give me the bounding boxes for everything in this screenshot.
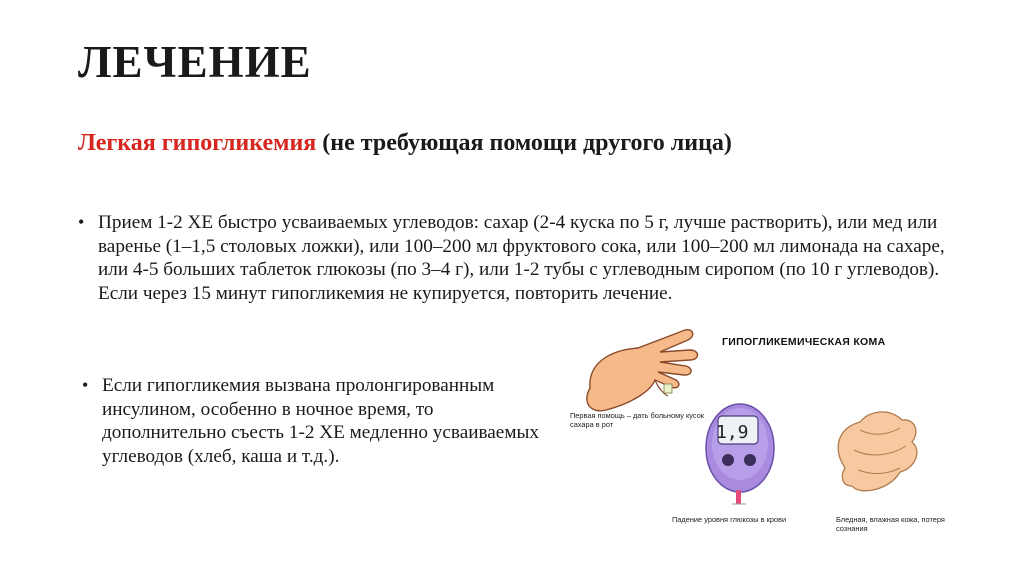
- caption-symptoms: Бледная, влажная кожа, потеря сознания: [836, 515, 945, 533]
- illustration-title: ГИПОГЛИКЕМИЧЕСКАЯ КОМА: [722, 336, 886, 348]
- bullet-text: Прием 1-2 ХЕ быстро усваиваемых углеводов: сахар (2-4 куска по 5 г, лучше растворить), или мед или варенье (1–1,5 столовых ложки), или 100–200 мл фруктового сока, или 100–200 мл лимонада на сахаре, или 4-5 больших таблеток глюкозы (по 3–4 г), или 1-2 тубы с углеводным сиропом (по 10 г углеводов). Если через 15 минут гипогликемия не купируется, повторить лечение.: [98, 212, 945, 304]
- caption-glucose-drop: Падение уровня глюкозы в крови: [672, 515, 787, 524]
- meter-reading: 1,9: [716, 422, 749, 443]
- slide-subtitle: [78, 130, 732, 157]
- bullet-dot: •: [82, 375, 89, 395]
- bullet-dot: •: [78, 212, 85, 232]
- limp-hand-icon: [838, 412, 917, 491]
- hand-with-sugar-icon: [587, 330, 698, 411]
- subtitle-highlight: Легкая гипогликемия: [78, 130, 317, 156]
- bullet-item: [78, 211, 958, 305]
- glucometer-icon: [706, 404, 774, 504]
- caption-first-aid: Первая помощь – дать больному кусок сахара в рот: [570, 411, 705, 429]
- subtitle-rest: (не требующая помощи другого лица): [316, 130, 732, 156]
- slide-title: ЛЕЧЕНИЕ: [78, 37, 312, 87]
- bullet-text: Если гипогликемия вызвана пролонгированным инсулином, особенно в ночное время, то дополнительно съесть 1-2 ХЕ медленно усваиваемых углеводов (хлеб, каша и т.д.).: [102, 375, 539, 467]
- bullet-item: [82, 374, 542, 468]
